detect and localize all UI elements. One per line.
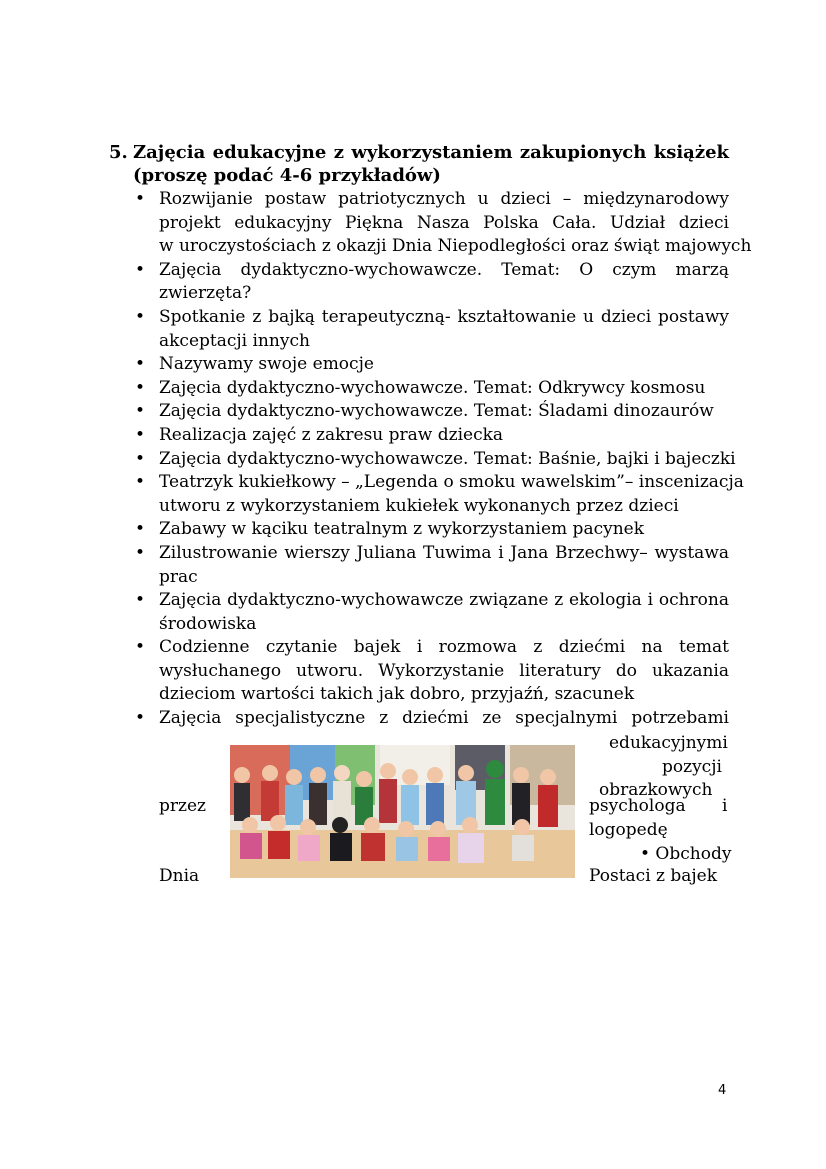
wrap-right-5: logopedę (589, 820, 668, 840)
photo-children-costumes (230, 745, 575, 878)
wrap-right-7: Postaci z bajek (589, 866, 718, 886)
list-item-line: Teatrzyk kukiełkowy – „Legenda o smoku wawelskim”– inscenizacja (159, 472, 744, 493)
list-item (130, 448, 736, 472)
list-item-line: wysłuchanego utworu. Wykorzystanie literatury do ukazania (159, 660, 729, 681)
list-item-line: prac (159, 566, 198, 587)
list-item (130, 636, 729, 707)
bullet-icon: • (134, 259, 146, 280)
wrap-right-4a: psychologa (589, 796, 686, 816)
wrap-right-3: obrazkowych (599, 780, 713, 800)
wrap-left-przez: przez (159, 796, 206, 816)
bullet-icon: • (134, 306, 146, 327)
list-item-line: Zajęcia dydaktyczno-wychowawcze. Temat: Baśnie, bajki i bajeczki (159, 448, 736, 469)
list-item-line: dzieciom wartości takich jak dobro, przyjaźń, szacunek (159, 684, 635, 705)
wrap-right-2: pozycji (662, 757, 722, 777)
list-item-line: Nazywamy swoje emocje (159, 354, 374, 375)
list-item (130, 542, 729, 589)
bullet-icon: • (134, 637, 146, 658)
list-item-line: projekt edukacyjny Piękna Nasza Polska Cała. Udział dzieci (159, 212, 729, 233)
bullet-icon: • (134, 354, 146, 375)
wrap-right-6: • Obchody (640, 844, 732, 864)
list-item (130, 377, 729, 401)
list-item-line: Zajęcia dydaktyczno-wychowawcze. Temat: Śladami dinozaurów (159, 401, 714, 422)
list-item-line: Codzienne czytanie bajek i rozmowa z dziećmi na temat (159, 637, 729, 658)
bullet-icon: • (134, 424, 146, 445)
bullet-list (130, 188, 752, 731)
list-item (130, 518, 729, 542)
bullet-icon: • (134, 590, 146, 611)
list-item-line: zwierzęta? (159, 283, 252, 304)
list-item-line: środowiska (159, 613, 257, 634)
bullet-icon: • (134, 708, 146, 729)
bullet-icon: • (134, 189, 146, 209)
heading-line-1: Zajęcia edukacyjne z wykorzystaniem zakupionych książek (133, 142, 729, 163)
bullet-icon: • (134, 519, 146, 540)
list-item-line: Zajęcia dydaktyczno-wychowawcze. Temat: Odkrywcy kosmosu (159, 377, 706, 398)
photo-illustration (230, 745, 575, 878)
heading-line-2: (proszę podać 4-6 przykładów) (133, 165, 441, 186)
list-item (130, 353, 729, 377)
list-item (130, 188, 752, 259)
list-item-line: utworu z wykorzystaniem kukiełek wykonanych przez dzieci (159, 495, 679, 516)
list-item (130, 589, 729, 636)
bullet-icon: • (134, 377, 146, 398)
wrap-right-1: edukacyjnymi (609, 733, 728, 753)
list-item (130, 471, 744, 518)
bullet-icon: • (134, 542, 146, 563)
list-item (130, 306, 729, 353)
page-number: 4 (718, 1083, 727, 1098)
list-item-line: Realizacja zajęć z zakresu praw dziecka (159, 424, 504, 445)
list-item-line: w uroczystościach z okazji Dnia Niepodległości oraz świąt majowych (159, 236, 752, 257)
bullet-icon: • (134, 401, 146, 422)
wrap-right-4b: i (722, 796, 728, 816)
list-item (130, 400, 729, 424)
bullet-icon: • (134, 472, 146, 493)
list-item-line: Zilustrowanie wierszy Juliana Tuwima i Jana Brzechwy– wystawa (159, 542, 729, 563)
list-item (130, 424, 729, 448)
wrap-left-dnia: Dnia (159, 866, 200, 886)
list-item-line: akceptacji innych (159, 330, 310, 351)
list-item-line: Zajęcia dydaktyczno-wychowawcze. Temat: O czym marzą (159, 259, 729, 280)
bullet-icon: • (134, 448, 146, 469)
list-item-line: Zabawy w kąciku teatralnym z wykorzystaniem pacynek (159, 519, 645, 540)
list-item-line: Spotkanie z bajką terapeutyczną- kształtowanie u dzieci postawy (159, 306, 729, 327)
list-item-line: Rozwijanie postaw patriotycznych u dzieci – międzynarodowy (159, 189, 729, 209)
list-item-line: Zajęcia dydaktyczno-wychowawcze związane z ekologia i ochrona (159, 590, 729, 611)
list-item (130, 259, 729, 306)
list-item-line: Zajęcia specjalistyczne z dziećmi ze specjalnymi potrzebami (159, 708, 729, 729)
section-number: 5. (109, 142, 128, 163)
